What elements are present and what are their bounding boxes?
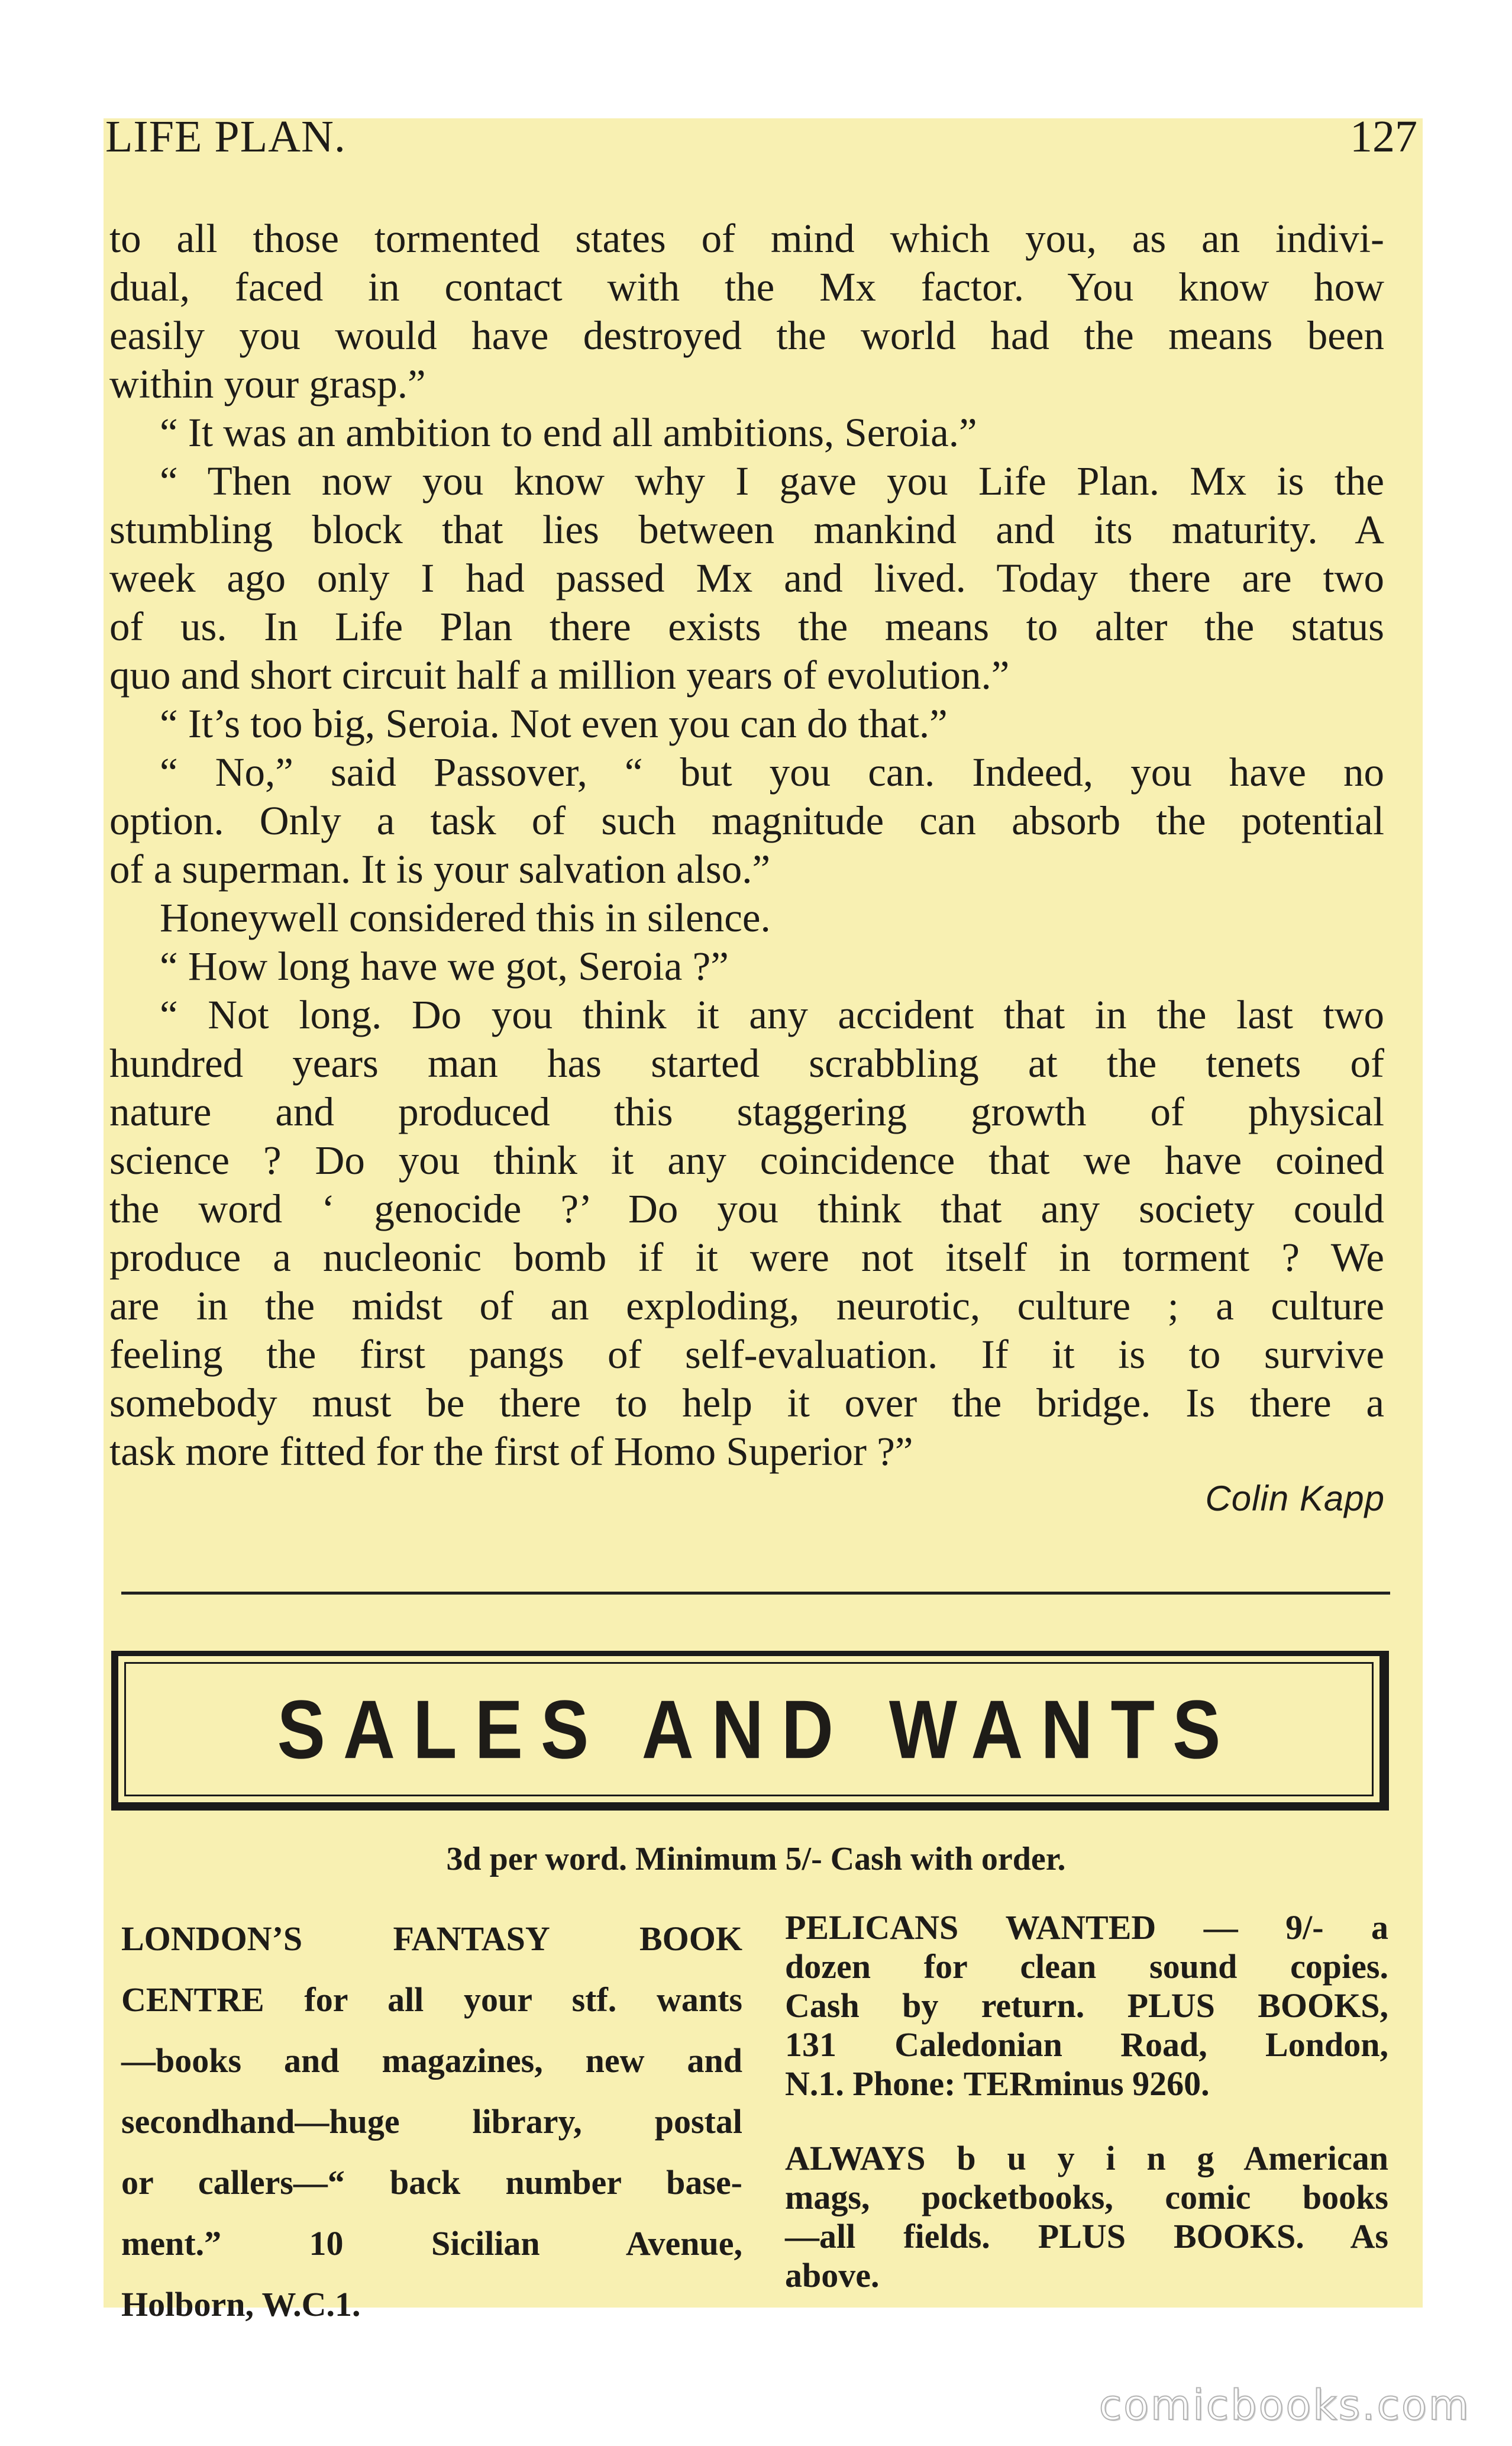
story-line: “ Then now you know why I gave you Life Plan. Mx is the — [160, 459, 1384, 504]
sales-and-wants-banner — [111, 1651, 1389, 1811]
story-line: “ It was an ambition to end all ambitions, Seroia.” — [160, 410, 977, 455]
classified-ad-always-buying — [785, 2139, 1388, 2295]
ad-line: above. — [785, 2256, 880, 2295]
story-line: quo and short circuit half a million years of evolution.” — [109, 653, 1010, 698]
story-line: nature and produced this staggering growth of physical — [109, 1089, 1384, 1134]
story-line: “ No,” said Passover, “ but you can. Indeed, you have no — [160, 750, 1384, 795]
ad-rates: 3d per word. Minimum 5/- Cash with order. — [446, 1841, 1066, 1877]
story-text — [109, 214, 1384, 1476]
story-line: “ It’s too big, Seroia. Not even you can do that.” — [160, 701, 948, 746]
classified-ad-london-fantasy — [121, 1908, 742, 2335]
story-line: somebody must be there to help it over the bridge. Is there a — [109, 1380, 1384, 1425]
ad-line: or callers—“ back number base- — [121, 2163, 742, 2202]
section-divider — [121, 1592, 1390, 1595]
ad-line: —all fields. PLUS BOOKS. As — [785, 2217, 1388, 2255]
story-line: week ago only I had passed Mx and lived. Today there are two — [109, 556, 1384, 601]
classified-ad-pelicans — [785, 1908, 1388, 2103]
story-line: hundred years man has started scrabbling at the tenets of — [109, 1041, 1384, 1086]
ad-line: —books and magazines, new and — [121, 2041, 742, 2080]
story-line: feeling the first pangs of self-evaluation. If it is to survive — [109, 1332, 1384, 1377]
ad-line: secondhand—huge library, postal — [121, 2102, 742, 2141]
ad-line: ALWAYS b u y i n g American — [785, 2139, 1388, 2177]
story-line: of a superman. It is your salvation also.” — [109, 847, 771, 892]
story-line: “ How long have we got, Seroia ?” — [160, 944, 729, 989]
classified-ads-plus-books — [785, 1908, 1388, 2295]
watermark: comicbooks.com — [1099, 2381, 1471, 2429]
story-line: to all those tormented states of mind which you, as an indivi- — [109, 216, 1384, 261]
story-line: science ? Do you think it any coincidence that we have coined — [109, 1138, 1384, 1183]
story-line: produce a nucleonic bomb if it were not itself in torment ? We — [109, 1235, 1384, 1280]
story-line: stumbling block that lies between mankind and its maturity. A — [109, 507, 1384, 552]
ad-line: 131 Caledonian Road, London, — [785, 2025, 1388, 2064]
story-line: within your grasp.” — [109, 362, 426, 406]
story-line: “ Not long. Do you think it any accident that in the last two — [160, 992, 1384, 1037]
ad-line: mags, pocketbooks, comic books — [785, 2178, 1388, 2216]
author-byline: Colin Kapp — [1205, 1479, 1385, 1518]
story-line: the word ‘ genocide ?’ Do you think that any society could — [109, 1186, 1384, 1231]
story-line: task more fitted for the first of Homo Superior ?” — [109, 1429, 913, 1474]
banner-title: SALES AND WANTS — [277, 1683, 1239, 1776]
story-line: are in the midst of an exploding, neurotic, culture ; a culture — [109, 1283, 1384, 1328]
story-line: of us. In Life Plan there exists the means to alter the status — [109, 604, 1384, 649]
story-line: easily you would have destroyed the world had the means been — [109, 313, 1384, 358]
ad-line: CENTRE for all your stf. wants — [121, 1980, 742, 2019]
ad-line: LONDON’S FANTASY BOOK — [121, 1919, 742, 1958]
ad-line: dozen for clean sound copies. — [785, 1947, 1388, 1986]
banner-inner-frame — [124, 1662, 1374, 1796]
story-line: Honeywell considered this in silence. — [160, 895, 771, 940]
ad-line: Holborn, W.C.1. — [121, 2285, 361, 2324]
story-line: dual, faced in contact with the Mx factor. You know how — [109, 264, 1384, 309]
ad-line: ment.” 10 Sicilian Avenue, — [121, 2224, 742, 2263]
running-title: LIFE PLAN. — [105, 112, 346, 162]
ad-line: N.1. Phone: TERminus 9260. — [785, 2064, 1210, 2103]
page-number: 127 — [1350, 112, 1417, 162]
ad-line: PELICANS WANTED — 9/- a — [785, 1908, 1388, 1947]
ad-spacer — [785, 2103, 1388, 2139]
ad-line: Cash by return. PLUS BOOKS, — [785, 1986, 1388, 2025]
story-line: option. Only a task of such magnitude can absorb the potential — [109, 798, 1384, 843]
